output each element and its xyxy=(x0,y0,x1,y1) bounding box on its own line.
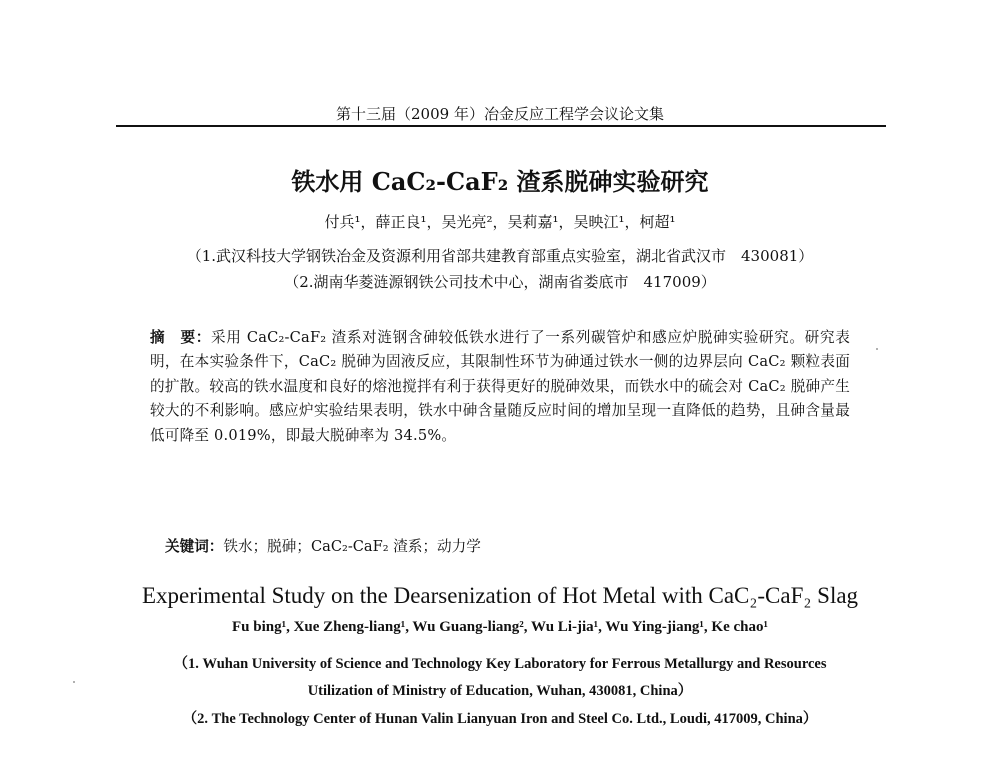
affiliation-en-1b: Utilization of Ministry of Education, Wuhan, 430081, China） xyxy=(307,683,693,699)
scan-speck xyxy=(876,348,878,350)
abstract-text: 采用 CaC₂-CaF₂ 渣系对涟钢含砷较低铁水进行了一系列碳管炉和感应炉脱砷实验研究。研究表明，在本实验条件下，CaC₂ 脱砷为固液反应，其限制性环节为砷通过铁水一侧的边界层向 CaC₂ 颗粒表面的扩散。较高的铁水温度和良好的熔池搅拌有利于获得更好的脱砷效果，而铁水中的硫会对 CaC₂ 脱砷产生较大的不利影响。感应炉实验结果表明，铁水中砷含量随反应时间的增加呈现一直降低的趋势，且砷含量最低可降至 0.019%，即最大脱砷率为 34.5%。 xyxy=(150,329,850,444)
keywords-text: 铁水；脱砷；CaC₂-CaF₂ 渣系；动力学 xyxy=(223,538,481,555)
keywords-zh xyxy=(165,535,481,556)
authors-zh: 付兵¹，薛正良¹，吴光亮²，吴莉嘉¹，吴映江¹，柯超¹ xyxy=(324,213,676,231)
title-en: Experimental Study on the Dearsenization of Hot Metal with CaC₂-CaF₂ Slag xyxy=(141,583,859,608)
header-rule xyxy=(116,125,886,127)
abstract-zh xyxy=(150,326,850,448)
authors-en: Fu bing¹, Xue Zheng-liang¹, Wu Guang-liang², Wu Li-jia¹, Wu Ying-jiang¹, Ke chao¹ xyxy=(231,619,768,635)
affiliation-en-1a: （1. Wuhan University of Science and Technology Key Laboratory for Ferrous Metallurgy and Resources xyxy=(173,656,827,672)
abstract-label: 摘 要： xyxy=(150,329,212,346)
affiliation-zh-1: （1.武汉科技大学钢铁冶金及资源利用省部共建教育部重点实验室，湖北省武汉市 430081） xyxy=(186,247,814,265)
scan-speck xyxy=(73,681,75,683)
title-zh: 铁水用 CaC₂-CaF₂ 渣系脱砷实验研究 xyxy=(291,167,709,196)
affiliation-en-2: （2. The Technology Center of Hunan Valin Lianyuan Iron and Steel Co. Ltd., Loudi, 417009, China） xyxy=(182,711,818,727)
affiliation-zh-2: （2.湖南华菱涟源钢铁公司技术中心，湖南省娄底市 417009） xyxy=(284,273,716,291)
keywords-label: 关键词： xyxy=(165,538,224,555)
running-header: 第十三届（2009 年）冶金反应工程学会议论文集 xyxy=(336,105,664,123)
